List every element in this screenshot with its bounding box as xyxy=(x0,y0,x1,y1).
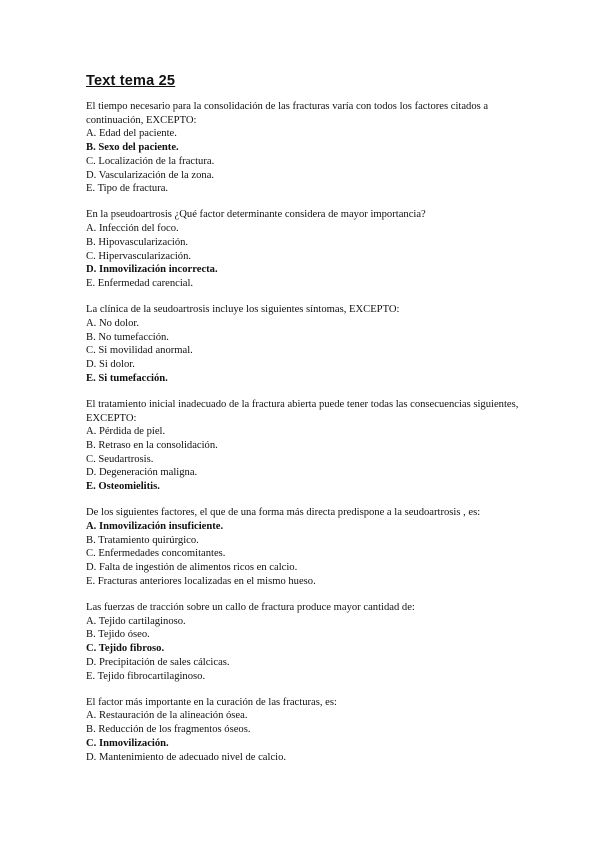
question-stem: Las fuerzas de tracción sobre un callo de fractura produce mayor cantidad de: xyxy=(86,602,415,613)
answer-option: A. Tejido cartilaginoso. xyxy=(86,615,186,627)
question-block xyxy=(86,696,526,765)
option-list xyxy=(86,127,526,196)
answer-option: A. Edad del paciente. xyxy=(86,128,177,140)
answer-option: B. Retraso en la consolidación. xyxy=(86,439,218,451)
answer-option: A. No dolor. xyxy=(86,317,139,329)
answer-option: B. Hipovascularización. xyxy=(86,236,189,248)
answer-option: C. Enfermedades concomitantes. xyxy=(86,548,226,560)
question-stem: El tiempo necesario para la consolidación de las fracturas varía con todos los factores citados a continuación, EXCEPTO: xyxy=(86,101,489,126)
question-stem: El tratamiento inicial inadecuado de la fractura abierta puede tener todas las consecuencias siguientes, EXCEPTO: xyxy=(86,398,519,424)
answer-option: B. Tejido óseo. xyxy=(86,629,150,641)
answer-option: C. Hipervascularización. xyxy=(86,250,192,262)
question-block xyxy=(86,208,526,290)
option-list xyxy=(86,317,526,386)
answer-option: E. Tejido fibrocartilaginoso. xyxy=(86,670,206,682)
answer-option: C. Si movilidad anormal. xyxy=(86,345,193,357)
answer-option: C. Localización de la fractura. xyxy=(86,155,215,167)
answer-option-correct: C. Tejido fibroso. xyxy=(86,643,165,655)
page-title: Text tema 25 xyxy=(86,73,176,89)
option-list xyxy=(86,520,526,589)
answer-option: D. Falta de ingestión de alimentos ricos en calcio. xyxy=(86,562,298,574)
question-block xyxy=(86,398,526,494)
answer-option: D. Mantenimiento de adecuado nivel de calcio. xyxy=(86,751,287,763)
answer-option-correct: D. Inmovilización incorrecta. xyxy=(86,264,218,276)
answer-option: A. Pérdida de piel. xyxy=(86,426,166,438)
question-stem: En la pseudoartrosis ¿Qué factor determinante considera de mayor importancia? xyxy=(86,209,426,221)
question-stem: El factor más importante en la curación de las fracturas, es: xyxy=(86,696,337,708)
option-list xyxy=(86,222,526,291)
answer-option: E. Tipo de fractura. xyxy=(86,183,169,195)
option-list xyxy=(86,615,526,684)
option-list xyxy=(86,425,526,494)
question-block xyxy=(86,506,526,588)
answer-option-correct: A. Inmovilización insuficiente. xyxy=(86,520,224,532)
answer-option-correct: E. Si tumefacción. xyxy=(86,372,168,384)
answer-option: D. Precipitación de sales cálcicas. xyxy=(86,656,230,668)
answer-option-correct: B. Sexo del paciente. xyxy=(86,142,179,154)
answer-option: B. No tumefacción. xyxy=(86,331,169,343)
question-stem: La clínica de la seudoartrosis incluye los siguientes síntomas, EXCEPTO: xyxy=(86,304,400,316)
answer-option: A. Infección del foco. xyxy=(86,223,179,235)
answer-option: B. Reducción de los fragmentos óseos. xyxy=(86,724,251,736)
question-list xyxy=(86,100,526,764)
answer-option-correct: E. Osteomielitis. xyxy=(86,481,160,493)
question-block xyxy=(86,100,526,196)
answer-option: B. Tratamiento quirúrgico. xyxy=(86,534,199,546)
answer-option: D. Degeneración maligna. xyxy=(86,467,198,479)
question-block xyxy=(86,303,526,385)
answer-option-correct: C. Inmovilización. xyxy=(86,737,169,749)
answer-option: E. Fracturas anteriores localizadas en el mismo hueso. xyxy=(86,575,316,587)
question-stem: De los siguientes factores, el que de una forma más directa predispone a la seudoartrosis , es: xyxy=(86,507,481,519)
answer-option: D. Si dolor. xyxy=(86,358,135,370)
answer-option: D. Vascularización de la zona. xyxy=(86,169,215,181)
option-list xyxy=(86,709,526,764)
answer-option: E. Enfermedad carencial. xyxy=(86,277,194,289)
answer-option: A. Restauración de la alineación ósea. xyxy=(86,710,248,722)
question-block xyxy=(86,601,526,683)
document-page xyxy=(86,72,526,777)
answer-option: C. Seudartrosis. xyxy=(86,453,154,465)
